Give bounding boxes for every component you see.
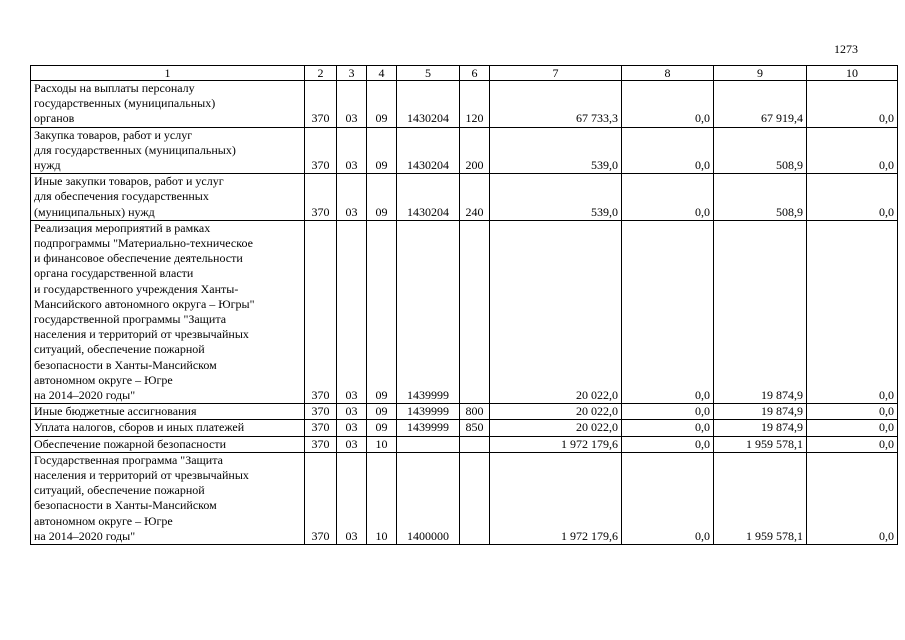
- subsection-code: 09: [367, 81, 397, 128]
- row-name: Уплата налогов, сборов и иных платежей: [31, 420, 305, 436]
- section-code: 03: [337, 174, 367, 221]
- amount-col9: 19 874,9: [714, 220, 807, 403]
- expense-type-code: 850: [460, 420, 490, 436]
- amount-col10: 0,0: [807, 452, 898, 544]
- amount-col10: 0,0: [807, 220, 898, 403]
- expense-type-code: 240: [460, 174, 490, 221]
- table-row: [31, 81, 898, 128]
- table-row: [31, 127, 898, 174]
- amount-col10: 0,0: [807, 174, 898, 221]
- admin-code: 370: [305, 127, 337, 174]
- target-article-code: [397, 436, 460, 452]
- admin-code: 370: [305, 452, 337, 544]
- amount-col7: 20 022,0: [490, 220, 622, 403]
- table-row: [31, 220, 898, 403]
- amount-col8: 0,0: [622, 220, 714, 403]
- subsection-code: 09: [367, 220, 397, 403]
- subsection-code: 09: [367, 127, 397, 174]
- amount-col8: 0,0: [622, 420, 714, 436]
- row-name: Реализация мероприятий в рамках подпрограммы "Материально-техническое и финансовое обеспечение деятельности органа государственной власти и государственного учреждения Ханты- Мансийского автономного округа – Югры" государственной программы "Защита населения и территорий от чрезвычайных ситуаций, обеспечение пожарной безопасности в Ханты-Мансийском автономном округе – Югре на 2014–2020 годы": [31, 220, 305, 403]
- expense-type-code: [460, 452, 490, 544]
- amount-col10: 0,0: [807, 81, 898, 128]
- amount-col9: 1 959 578,1: [714, 436, 807, 452]
- amount-col8: 0,0: [622, 452, 714, 544]
- row-name: Государственная программа "Защита населения и территорий от чрезвычайных ситуаций, обеспечение пожарной безопасности в Ханты-Мансийском автономном округе – Югре на 2014–2020 годы": [31, 452, 305, 544]
- row-name: Иные бюджетные ассигнования: [31, 404, 305, 420]
- row-name: Расходы на выплаты персоналу государственных (муниципальных) органов: [31, 81, 305, 128]
- amount-col8: 0,0: [622, 404, 714, 420]
- expense-type-code: 800: [460, 404, 490, 420]
- column-header: 3: [337, 66, 367, 81]
- admin-code: 370: [305, 81, 337, 128]
- table-row: [31, 404, 898, 420]
- row-name: Обеспечение пожарной безопасности: [31, 436, 305, 452]
- amount-col8: 0,0: [622, 436, 714, 452]
- budget-table: [30, 65, 898, 545]
- amount-col9: 508,9: [714, 174, 807, 221]
- amount-col10: 0,0: [807, 127, 898, 174]
- amount-col7: 1 972 179,6: [490, 452, 622, 544]
- target-article-code: 1439999: [397, 420, 460, 436]
- section-code: 03: [337, 420, 367, 436]
- column-header: 2: [305, 66, 337, 81]
- section-code: 03: [337, 81, 367, 128]
- page-number: 1273: [834, 42, 858, 56]
- amount-col8: 0,0: [622, 127, 714, 174]
- amount-col10: 0,0: [807, 420, 898, 436]
- admin-code: 370: [305, 420, 337, 436]
- target-article-code: 1439999: [397, 404, 460, 420]
- amount-col10: 0,0: [807, 436, 898, 452]
- amount-col9: 19 874,9: [714, 420, 807, 436]
- section-code: 03: [337, 220, 367, 403]
- column-header: 6: [460, 66, 490, 81]
- amount-col9: 19 874,9: [714, 404, 807, 420]
- admin-code: 370: [305, 404, 337, 420]
- admin-code: 370: [305, 174, 337, 221]
- amount-col9: 508,9: [714, 127, 807, 174]
- target-article-code: 1430204: [397, 127, 460, 174]
- row-name: Закупка товаров, работ и услуг для государственных (муниципальных) нужд: [31, 127, 305, 174]
- target-article-code: 1400000: [397, 452, 460, 544]
- section-code: 03: [337, 452, 367, 544]
- section-code: 03: [337, 127, 367, 174]
- amount-col7: 67 733,3: [490, 81, 622, 128]
- subsection-code: 09: [367, 420, 397, 436]
- row-name: Иные закупки товаров, работ и услуг для обеспечения государственных (муниципальных) нужд: [31, 174, 305, 221]
- header-row: [31, 66, 898, 81]
- column-header: 1: [31, 66, 305, 81]
- column-header: 7: [490, 66, 622, 81]
- expense-type-code: [460, 220, 490, 403]
- amount-col10: 0,0: [807, 404, 898, 420]
- column-header: 10: [807, 66, 898, 81]
- amount-col9: 67 919,4: [714, 81, 807, 128]
- column-header: 4: [367, 66, 397, 81]
- amount-col7: 539,0: [490, 174, 622, 221]
- admin-code: 370: [305, 220, 337, 403]
- subsection-code: 09: [367, 404, 397, 420]
- table-row: [31, 436, 898, 452]
- expense-type-code: 120: [460, 81, 490, 128]
- expense-type-code: 200: [460, 127, 490, 174]
- admin-code: 370: [305, 436, 337, 452]
- expense-type-code: [460, 436, 490, 452]
- target-article-code: 1430204: [397, 81, 460, 128]
- subsection-code: 10: [367, 436, 397, 452]
- target-article-code: 1439999: [397, 220, 460, 403]
- amount-col7: 539,0: [490, 127, 622, 174]
- amount-col7: 20 022,0: [490, 420, 622, 436]
- subsection-code: 10: [367, 452, 397, 544]
- amount-col8: 0,0: [622, 81, 714, 128]
- column-header: 8: [622, 66, 714, 81]
- column-header: 9: [714, 66, 807, 81]
- table-row: [31, 174, 898, 221]
- target-article-code: 1430204: [397, 174, 460, 221]
- subsection-code: 09: [367, 174, 397, 221]
- amount-col7: 20 022,0: [490, 404, 622, 420]
- amount-col8: 0,0: [622, 174, 714, 221]
- section-code: 03: [337, 436, 367, 452]
- column-header: 5: [397, 66, 460, 81]
- table-row: [31, 420, 898, 436]
- table-row: [31, 452, 898, 544]
- amount-col7: 1 972 179,6: [490, 436, 622, 452]
- section-code: 03: [337, 404, 367, 420]
- amount-col9: 1 959 578,1: [714, 452, 807, 544]
